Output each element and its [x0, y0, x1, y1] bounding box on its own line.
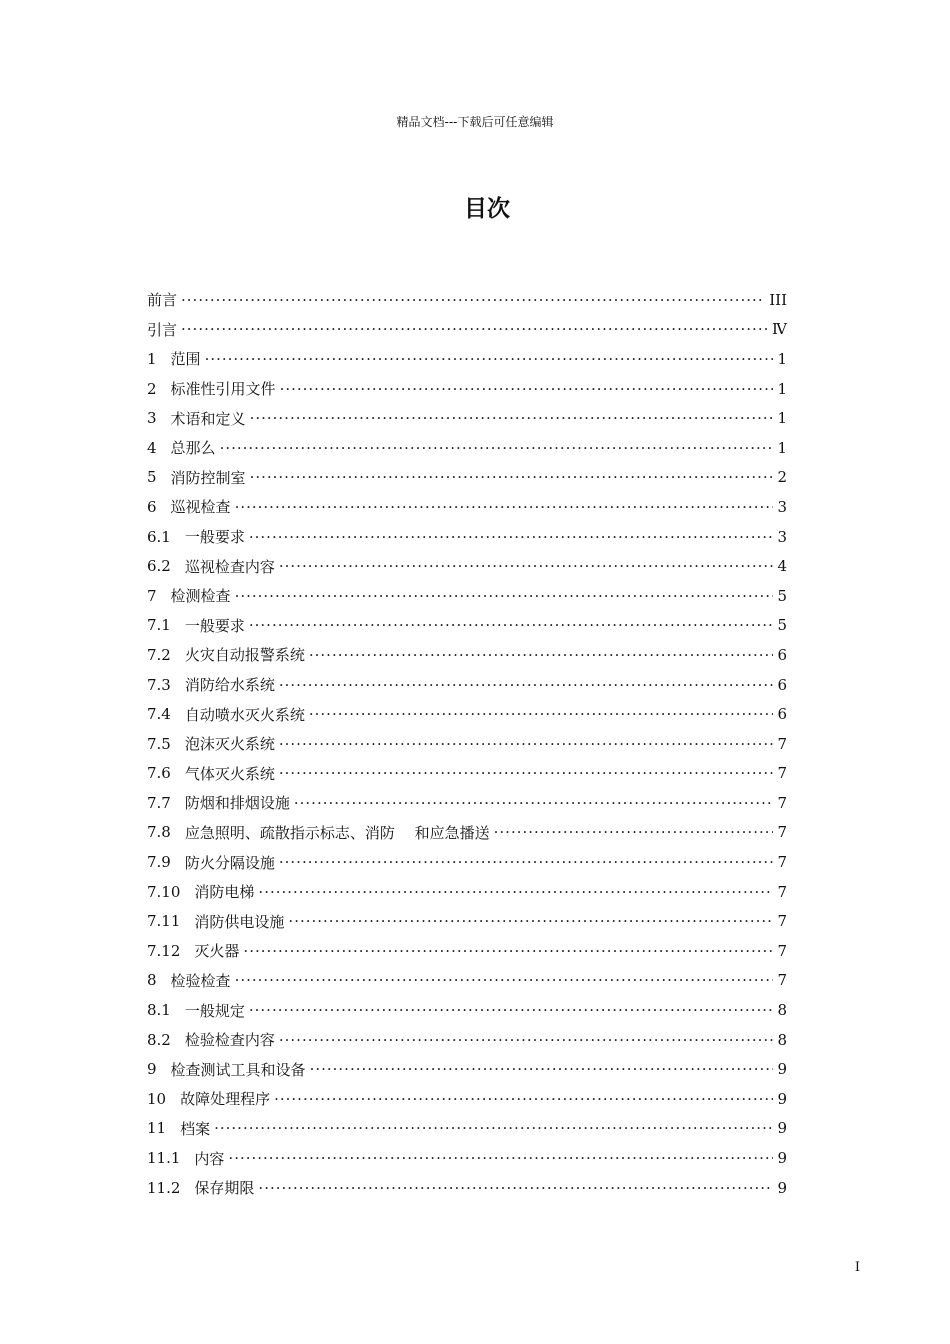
- toc-entry-label: 档案: [180, 1119, 211, 1138]
- toc-entry-label: 防火分隔设施: [184, 853, 275, 872]
- toc-entry-number: 8: [147, 971, 157, 990]
- page-header: 精品文档---下载后可任意编辑: [396, 115, 554, 129]
- toc-leader-dots: [310, 1060, 773, 1078]
- toc-leader-dots: [279, 676, 773, 694]
- toc-leader-dots: [243, 942, 773, 960]
- toc-entry-page: 7: [777, 734, 787, 753]
- toc-entry[interactable]: [147, 759, 787, 789]
- toc-entry[interactable]: [147, 699, 787, 729]
- toc-entry-number: 7.7: [147, 793, 171, 812]
- toc-entry-label: 泡沫灭火系统: [184, 735, 275, 754]
- toc-entry-label: 消防供电设施: [194, 912, 285, 931]
- toc-entry-page: 9: [777, 1178, 787, 1197]
- toc-entry-label: 应急照明、疏散指示标志、消防 和应急播送: [184, 823, 490, 842]
- toc-entry[interactable]: [147, 611, 787, 641]
- toc-entry-number: 9: [147, 1060, 157, 1079]
- toc-entry-page: 7: [777, 853, 787, 872]
- toc-leader-dots: [494, 823, 773, 841]
- toc-entry[interactable]: [147, 285, 787, 315]
- toc-entry-number: 1: [147, 349, 157, 368]
- toc-entry-label: 引言: [147, 320, 178, 339]
- toc-entry-number: 8.2: [147, 1030, 171, 1049]
- toc-entry-page: 4: [777, 557, 787, 576]
- toc-entry[interactable]: [147, 670, 787, 700]
- toc-entry-label: 消防控制室: [170, 468, 246, 487]
- table-of-contents: [147, 285, 787, 1202]
- toc-entry[interactable]: [147, 1025, 787, 1055]
- toc-leader-dots: [309, 646, 773, 664]
- toc-entry-number: 7.6: [147, 764, 171, 783]
- toc-entry-page: 6: [777, 705, 787, 724]
- toc-entry-number: 3: [147, 409, 157, 428]
- toc-entry-label: 范围: [170, 350, 201, 369]
- toc-entry-label: 检验检查: [170, 971, 231, 990]
- toc-entry-label: 一般要求: [184, 528, 245, 547]
- toc-entry-label: 防烟和排烟设施: [184, 794, 290, 813]
- toc-entry-page: 7: [777, 941, 787, 960]
- toc-entry-label: 火灾自动报警系统: [184, 646, 305, 665]
- toc-entry-page: 6: [777, 675, 787, 694]
- toc-entry[interactable]: [147, 1173, 787, 1203]
- toc-entry[interactable]: [147, 966, 787, 996]
- toc-leader-dots: [249, 616, 773, 634]
- toc-leader-dots: [279, 1031, 773, 1049]
- toc-entry-label: 前言: [147, 291, 178, 310]
- toc-leader-dots: [228, 1149, 773, 1167]
- toc-entry-page: 9: [777, 1089, 787, 1108]
- toc-entry[interactable]: [147, 1084, 787, 1114]
- toc-entry[interactable]: [147, 1143, 787, 1173]
- toc-leader-dots: [235, 971, 773, 989]
- toc-entry-number: 11.2: [147, 1178, 181, 1197]
- toc-entry[interactable]: [147, 847, 787, 877]
- toc-entry-label: 术语和定义: [170, 409, 246, 428]
- toc-entry-page: 9: [777, 1149, 787, 1168]
- toc-entry-page: III: [769, 290, 787, 309]
- toc-entry[interactable]: [147, 551, 787, 581]
- toc-entry-page: 8: [777, 1030, 787, 1049]
- toc-entry[interactable]: [147, 1054, 787, 1084]
- toc-entry-number: 6.1: [147, 527, 171, 546]
- toc-entry-page: 7: [777, 764, 787, 783]
- toc-entry[interactable]: [147, 1114, 787, 1144]
- toc-leader-dots: [279, 557, 773, 575]
- toc-entry-label: 保存期限: [194, 1179, 255, 1198]
- toc-entry-label: 一般规定: [184, 1001, 245, 1020]
- toc-entry-label: 检验检查内容: [184, 1031, 275, 1050]
- toc-entry-page: 7: [777, 823, 787, 842]
- toc-leader-dots: [181, 291, 765, 309]
- toc-entry[interactable]: [147, 492, 787, 522]
- toc-entry-label: 检查测试工具和设备: [170, 1060, 306, 1079]
- toc-entry-label: 灭火器: [194, 942, 240, 961]
- toc-leader-dots: [235, 498, 773, 516]
- toc-entry-number: 11.1: [147, 1149, 181, 1168]
- toc-entry-number: 7.10: [147, 882, 181, 901]
- toc-entry-page: 8: [777, 1001, 787, 1020]
- toc-leader-dots: [181, 320, 768, 338]
- toc-entry-number: 4: [147, 438, 157, 457]
- toc-entry[interactable]: [147, 788, 787, 818]
- toc-entry-page: 7: [777, 912, 787, 931]
- toc-entry-number: 7.8: [147, 823, 171, 842]
- toc-entry-page: 6: [777, 645, 787, 664]
- toc-entry-label: 自动喷水灭火系统: [184, 705, 305, 724]
- toc-entry-number: 5: [147, 468, 157, 487]
- toc-entry-number: 2: [147, 379, 157, 398]
- toc-entry-page: 2: [777, 468, 787, 487]
- toc-entry-label: 消防电梯: [194, 883, 255, 902]
- toc-entry-page: 1: [777, 438, 787, 457]
- toc-leader-dots: [279, 853, 773, 871]
- toc-leader-dots: [288, 912, 773, 930]
- toc-leader-dots: [274, 1090, 773, 1108]
- toc-entry-number: 7.1: [147, 616, 171, 635]
- toc-leader-dots: [258, 1179, 773, 1197]
- toc-entry-number: 10: [147, 1089, 167, 1108]
- toc-entry-number: 7.3: [147, 675, 171, 694]
- toc-entry-page: 1: [777, 349, 787, 368]
- toc-entry[interactable]: [147, 463, 787, 493]
- toc-leader-dots: [279, 735, 773, 753]
- toc-entry-label: 内容: [194, 1149, 225, 1168]
- toc-entry-page: 7: [777, 793, 787, 812]
- toc-entry[interactable]: [147, 995, 787, 1025]
- toc-entry-page: 9: [777, 1060, 787, 1079]
- toc-leader-dots: [250, 409, 773, 427]
- toc-leader-dots: [249, 1001, 773, 1019]
- toc-leader-dots: [235, 587, 773, 605]
- toc-leader-dots: [205, 350, 773, 368]
- toc-entry-page: 3: [777, 527, 787, 546]
- toc-entry[interactable]: [147, 877, 787, 907]
- toc-entry-number: 7: [147, 586, 157, 605]
- toc-entry-label: 气体灭火系统: [184, 764, 275, 783]
- toc-entry-label: 消防给水系统: [184, 676, 275, 695]
- toc-entry-number: 11: [147, 1119, 167, 1138]
- page-number: I: [854, 1260, 860, 1275]
- toc-entry-label: 巡视检查内容: [184, 557, 275, 576]
- toc-entry[interactable]: [147, 522, 787, 552]
- toc-entry-label: 巡视检查: [170, 498, 231, 517]
- toc-entry[interactable]: [147, 581, 787, 611]
- toc-leader-dots: [294, 794, 773, 812]
- toc-entry-page: 1: [777, 409, 787, 428]
- toc-entry-number: 7.12: [147, 941, 181, 960]
- toc-entry-number: 7.9: [147, 853, 171, 872]
- toc-leader-dots: [214, 1119, 773, 1137]
- toc-entry-page: 9: [777, 1119, 787, 1138]
- toc-entry[interactable]: [147, 729, 787, 759]
- toc-leader-dots: [279, 764, 773, 782]
- toc-entry-page: 3: [777, 497, 787, 516]
- toc-leader-dots: [309, 705, 773, 723]
- toc-leader-dots: [250, 468, 773, 486]
- toc-entry[interactable]: [147, 374, 787, 404]
- toc-entry-label: 总那么: [170, 439, 216, 458]
- toc-entry-number: 7.11: [147, 912, 181, 931]
- toc-entry-label: 故障处理程序: [180, 1090, 271, 1109]
- toc-entry[interactable]: [147, 344, 787, 374]
- toc-entry-page: 5: [777, 616, 787, 635]
- toc-entry-number: 6: [147, 497, 157, 516]
- toc-leader-dots: [280, 380, 773, 398]
- toc-leader-dots: [258, 883, 773, 901]
- toc-leader-dots: [249, 528, 773, 546]
- toc-entry[interactable]: [147, 403, 787, 433]
- toc-entry-page: 7: [777, 971, 787, 990]
- toc-entry-number: 7.4: [147, 705, 171, 724]
- toc-entry-page: 7: [777, 882, 787, 901]
- toc-entry-number: 7.5: [147, 734, 171, 753]
- toc-entry-number: 8.1: [147, 1001, 171, 1020]
- toc-entry[interactable]: [147, 315, 787, 345]
- toc-leader-dots: [220, 439, 773, 457]
- toc-entry[interactable]: [147, 906, 787, 936]
- toc-entry[interactable]: [147, 936, 787, 966]
- toc-entry-page: Ⅳ: [772, 320, 787, 339]
- toc-entry-label: 检测检查: [170, 587, 231, 606]
- toc-entry[interactable]: [147, 640, 787, 670]
- toc-entry-label: 一般要求: [184, 616, 245, 635]
- toc-entry[interactable]: [147, 818, 787, 848]
- toc-entry-page: 5: [777, 586, 787, 605]
- toc-entry-number: 6.2: [147, 557, 171, 576]
- toc-entry-page: 1: [777, 379, 787, 398]
- page-title: 目次: [464, 196, 510, 222]
- toc-entry-number: 7.2: [147, 645, 171, 664]
- toc-entry-label: 标准性引用文件: [170, 380, 276, 399]
- toc-entry[interactable]: [147, 433, 787, 463]
